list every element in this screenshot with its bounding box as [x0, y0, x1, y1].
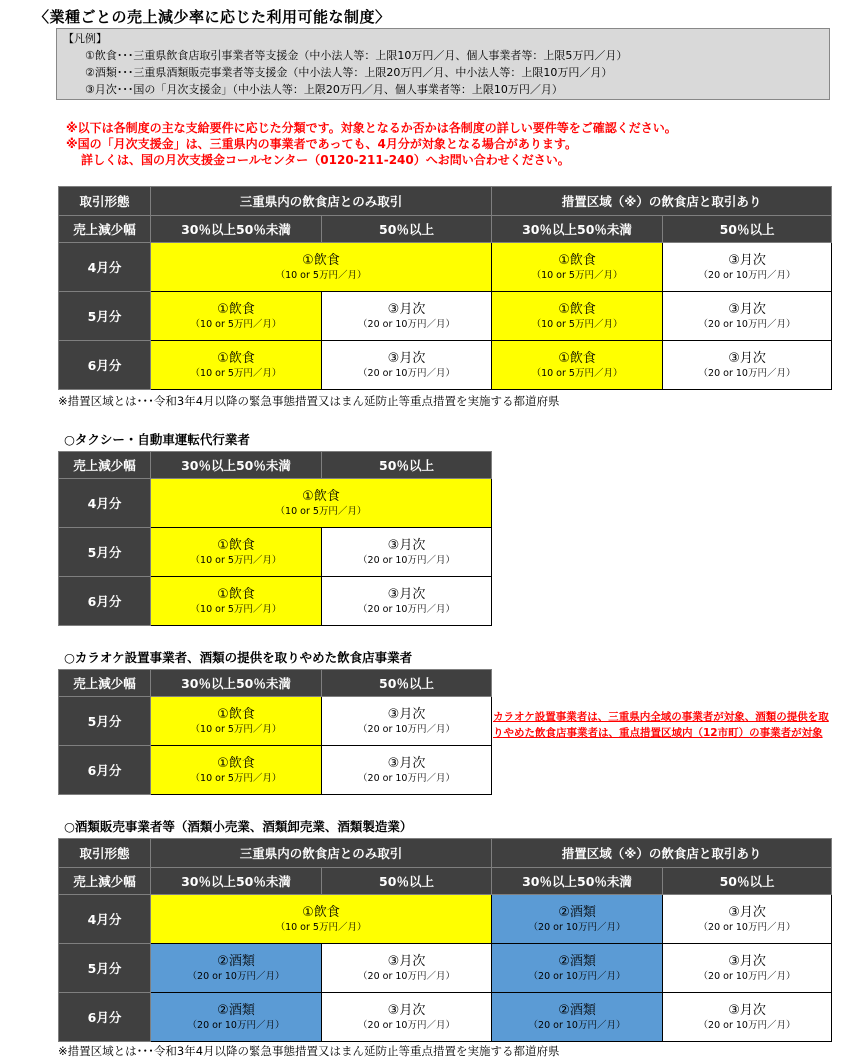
table-taxi: [58, 451, 492, 626]
header-50-plus: 50％以上: [663, 868, 832, 895]
header-50-plus: 50％以上: [322, 452, 492, 479]
cell-getsuji: [663, 243, 832, 292]
program-cap: （20 or 10万円／月）: [358, 554, 455, 566]
program-cap: （20 or 10万円／月）: [698, 367, 796, 379]
program-name: ③月次: [728, 350, 766, 366]
header-30-50: 30％以上50％未満: [151, 216, 322, 243]
program-cap: （20 or 10万円／月）: [358, 1019, 455, 1031]
program-name: ①飲食: [217, 537, 255, 553]
footnote: ※措置区域とは･･･令和3年4月以降の緊急事態措置又はまん延防止等重点措置を実施する都道府県: [58, 1044, 560, 1058]
program-name: ①飲食: [217, 350, 255, 366]
cell-getsuji: [663, 993, 832, 1042]
cell-getsuji: [322, 577, 492, 626]
program-cap: （10 or 5万円／月）: [190, 772, 282, 784]
program-cap: （20 or 10万円／月）: [187, 1019, 285, 1031]
cell-getsuji: [322, 341, 492, 390]
program-name: ②酒類: [558, 953, 596, 969]
program-cap: （10 or 5万円／月）: [275, 269, 367, 281]
program-name: ①飲食: [217, 706, 255, 722]
cell-getsuji: [322, 292, 492, 341]
program-name: ②酒類: [217, 1002, 255, 1018]
legend-heading: 【凡例】: [63, 32, 107, 45]
program-name: ③月次: [387, 350, 426, 366]
program-cap: （20 or 10万円／月）: [698, 921, 796, 933]
program-name: ②酒類: [217, 953, 255, 969]
program-name: ①飲食: [217, 586, 255, 602]
cell-inshoku: [151, 746, 322, 795]
legend-item: ③月次･･･国の「月次支援金」（中小法人等：上限20万円／月、個人事業者等：上限10万円／月）: [85, 83, 563, 96]
notice-block: [66, 120, 677, 168]
legend-box: [56, 28, 830, 100]
program-name: ③月次: [728, 1002, 766, 1018]
header-30-50: 30％以上50％未満: [151, 868, 322, 895]
row-label-may: 5月分: [59, 292, 151, 341]
header-uriage: 売上減少幅: [59, 868, 151, 895]
cell-shurui: [151, 944, 322, 993]
cell-getsuji: [322, 993, 492, 1042]
row-label-april: 4月分: [59, 243, 151, 292]
notice-line: ※国の「月次支援金」は、三重県内の事業者であっても、4月分が対象となる場合があります。: [66, 137, 577, 151]
program-cap: （20 or 10万円／月）: [528, 921, 626, 933]
cell-inshoku: [151, 895, 492, 944]
program-name: ①飲食: [302, 252, 340, 268]
cell-getsuji: [663, 292, 832, 341]
cell-getsuji: [322, 697, 492, 746]
header-mie-only: 三重県内の飲食店とのみ取引: [151, 187, 492, 216]
program-name: ②酒類: [558, 904, 596, 920]
footnote: ※措置区域とは･･･令和3年4月以降の緊急事態措置又はまん延防止等重点措置を実施する都道府県: [58, 394, 560, 408]
program-name: ①飲食: [302, 904, 340, 920]
program-cap: （20 or 10万円／月）: [698, 269, 796, 281]
row-label-may: 5月分: [59, 528, 151, 577]
program-name: ③月次: [728, 301, 766, 317]
program-name: ①飲食: [217, 755, 255, 771]
section-heading-liquor: ○酒類販売事業者等（酒類小売業、酒類卸売業、酒類製造業）: [64, 819, 413, 834]
program-cap: （10 or 5万円／月）: [275, 505, 367, 517]
program-cap: （10 or 5万円／月）: [190, 367, 282, 379]
table-liquor-sellers: [58, 838, 832, 1042]
cell-getsuji: [663, 895, 832, 944]
page-title: 〈業種ごとの売上減少率に応じた利用可能な制度〉: [34, 8, 391, 26]
program-name: ③月次: [728, 252, 766, 268]
table-karaoke: [58, 669, 492, 795]
program-name: ①飲食: [558, 350, 596, 366]
row-label-june: 6月分: [59, 577, 151, 626]
header-sochi: 措置区域（※）の飲食店と取引あり: [492, 839, 832, 868]
cell-shurui: [492, 895, 663, 944]
header-30-50: 30％以上50％未満: [492, 868, 663, 895]
program-name: ③月次: [387, 755, 426, 771]
notice-line: ※以下は各制度の主な支給要件に応じた分類です。対象となるか否かは各制度の詳しい要件等をご確認ください。: [66, 121, 677, 135]
cell-shurui: [151, 993, 322, 1042]
legend-item: ①飲食･･･三重県飲食店取引事業者等支援金（中小法人等：上限10万円／月、個人事業者等：上限5万円／月）: [85, 49, 628, 62]
program-cap: （10 or 5万円／月）: [531, 269, 623, 281]
cell-inshoku: [151, 292, 322, 341]
program-cap: （10 or 5万円／月）: [275, 921, 367, 933]
row-label-june: 6月分: [59, 746, 151, 795]
program-name: ①飲食: [558, 301, 596, 317]
program-name: ①飲食: [558, 252, 596, 268]
header-uriage: 売上減少幅: [59, 452, 151, 479]
header-sochi: 措置区域（※）の飲食店と取引あり: [492, 187, 832, 216]
program-cap: （20 or 10万円／月）: [358, 772, 455, 784]
header-uriage: 売上減少幅: [59, 670, 151, 697]
row-label-may: 5月分: [59, 697, 151, 746]
header-50-plus: 50％以上: [663, 216, 832, 243]
header-30-50: 30％以上50％未満: [492, 216, 663, 243]
program-cap: （20 or 10万円／月）: [358, 970, 455, 982]
program-cap: （20 or 10万円／月）: [698, 318, 796, 330]
notice-line: 詳しくは、国の月次支援金コールセンター（0120-211-240）へお問い合わせください。: [81, 153, 570, 167]
program-cap: （20 or 10万円／月）: [528, 970, 626, 982]
program-cap: （20 or 10万円／月）: [358, 318, 455, 330]
cell-getsuji: [663, 341, 832, 390]
program-name: ③月次: [387, 586, 426, 602]
program-name: ③月次: [728, 953, 766, 969]
program-name: ③月次: [387, 706, 426, 722]
program-name: ③月次: [728, 904, 766, 920]
row-label-june: 6月分: [59, 341, 151, 390]
cell-inshoku: [151, 243, 492, 292]
cell-inshoku: [151, 577, 322, 626]
header-50-plus: 50％以上: [322, 670, 492, 697]
program-name: ①飲食: [302, 488, 340, 504]
header-30-50: 30％以上50％未満: [151, 452, 322, 479]
program-name: ③月次: [387, 953, 426, 969]
cell-inshoku: [492, 292, 663, 341]
cell-inshoku: [151, 479, 492, 528]
row-label-april: 4月分: [59, 895, 151, 944]
header-30-50: 30％以上50％未満: [151, 670, 322, 697]
program-cap: （20 or 10万円／月）: [187, 970, 285, 982]
program-cap: （20 or 10万円／月）: [698, 970, 796, 982]
cell-inshoku: [151, 341, 322, 390]
cell-getsuji: [322, 528, 492, 577]
section-heading-taxi: ○タクシー・自動車運転代行業者: [64, 432, 250, 447]
header-50-plus: 50％以上: [322, 216, 492, 243]
program-cap: （10 or 5万円／月）: [531, 367, 623, 379]
cell-inshoku: [151, 697, 322, 746]
cell-getsuji: [322, 944, 492, 993]
row-label-april: 4月分: [59, 479, 151, 528]
legend-item: ②酒類･･･三重県酒類販売事業者等支援金（中小法人等：上限20万円／月、中小法人等：上限10万円／月）: [85, 66, 613, 79]
program-cap: （20 or 10万円／月）: [698, 1019, 796, 1031]
program-cap: （20 or 10万円／月）: [358, 367, 455, 379]
karaoke-side-note: カラオケ設置事業者は、三重県内全域の事業者が対象、酒類の提供を取りやめた飲食店事業者は、重点措置区域内（12市町）の事業者が対象: [493, 711, 829, 739]
program-name: ②酒類: [558, 1002, 596, 1018]
header-mie-only: 三重県内の飲食店とのみ取引: [151, 839, 492, 868]
cell-inshoku: [151, 528, 322, 577]
program-name: ①飲食: [217, 301, 255, 317]
program-cap: （10 or 5万円／月）: [531, 318, 623, 330]
header-50-plus: 50％以上: [322, 868, 492, 895]
row-label-june: 6月分: [59, 993, 151, 1042]
header-torihiki: 取引形態: [59, 839, 151, 868]
section-heading-karaoke: ○カラオケ設置事業者、酒類の提供を取りやめた飲食店事業者: [64, 650, 413, 665]
program-cap: （20 or 10万円／月）: [358, 723, 455, 735]
program-name: ③月次: [387, 1002, 426, 1018]
row-label-may: 5月分: [59, 944, 151, 993]
program-cap: （20 or 10万円／月）: [528, 1019, 626, 1031]
program-cap: （10 or 5万円／月）: [190, 723, 282, 735]
program-name: ③月次: [387, 537, 426, 553]
program-cap: （10 or 5万円／月）: [190, 603, 282, 615]
cell-getsuji: [322, 746, 492, 795]
cell-shurui: [492, 944, 663, 993]
cell-inshoku: [492, 243, 663, 292]
header-uriage: 売上減少幅: [59, 216, 151, 243]
cell-inshoku: [492, 341, 663, 390]
cell-shurui: [492, 993, 663, 1042]
program-name: ③月次: [387, 301, 426, 317]
program-cap: （10 or 5万円／月）: [190, 318, 282, 330]
header-torihiki: 取引形態: [59, 187, 151, 216]
cell-getsuji: [663, 944, 832, 993]
table-restaurant-suppliers: [58, 186, 832, 390]
program-cap: （10 or 5万円／月）: [190, 554, 282, 566]
program-cap: （20 or 10万円／月）: [358, 603, 455, 615]
